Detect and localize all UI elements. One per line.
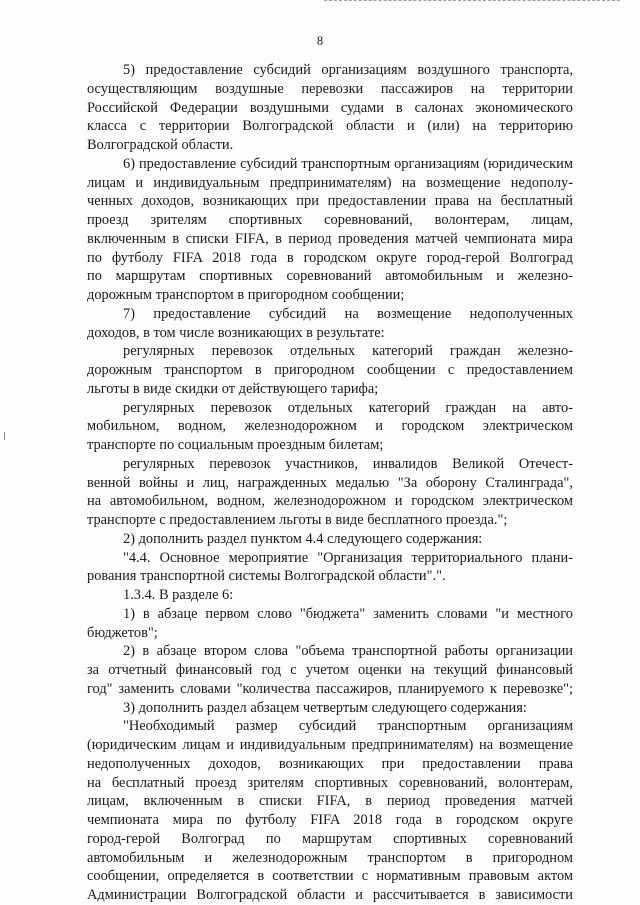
text-line: 2) в абзаце втором слова "объема транспортной работы организации (123, 643, 573, 660)
document-body (87, 61, 573, 905)
text-line: регулярных перевозок отдельных категорий граждан железно- (123, 343, 573, 360)
text-line: льготы в виде скидки от действующего тарифа; (87, 380, 379, 397)
text-line: 1) в абзаце первом слово "бюджета" заменить словами "и местного (123, 605, 573, 622)
page-number: 8 (316, 34, 324, 48)
text-line: лицам и индивидуальным предпринимателям) на возмещение недополу- (87, 174, 573, 191)
text-line: автомобильным и железнодорожным транспортом в пригородном (87, 849, 573, 866)
text-line: доходов, в том числе возникающих в результате: (87, 324, 385, 341)
text-line: мобильном, водном, железнодорожном и городском электрическом (87, 418, 573, 435)
text-line: сообщении, определяется в соответствии с нормативным правовым актом (87, 868, 573, 885)
text-line: 7) предоставление субсидий на возмещение недополученных (123, 305, 573, 322)
text-line: Российской Федерации воздушными судами в салонах экономического (87, 99, 573, 116)
text-line: регулярных перевозок отдельных категорий граждан на авто- (123, 399, 573, 416)
text-line: город-герой Волгоград по маршрутам спортивных соревнований (87, 830, 573, 847)
text-line: недополученных доходов, возникающих при предоставлении права (87, 755, 573, 772)
text-line: венной войны и лиц, награжденных медалью "За оборону Сталинграда", (87, 474, 573, 491)
text-line: Волгоградской области. (87, 137, 234, 153)
text-line: Администрации Волгоградской области и рассчитывается в зависимости (87, 887, 573, 903)
text-line: на автомобильном, водном, железнодорожном и городском электрическом (87, 493, 573, 510)
text-line: регулярных перевозок участников, инвалидов Великой Отечест- (123, 455, 573, 472)
text-line: лицам, включенным в списки FIFA, в период проведения матчей (87, 793, 573, 810)
text-line: включенным в списки FIFA, в период проведения матчей чемпионата мира (87, 230, 573, 247)
text-line: транспорте с предоставлением льготы в виде бесплатного проезда."; (87, 512, 508, 528)
margin-tick-mark (4, 432, 5, 440)
text-line: по футболу FIFA 2018 года в городском округе город-герой Волгоград (87, 249, 573, 266)
text-line: чемпионата мира по футболу FIFA 2018 года в городском округе (87, 812, 573, 828)
text-line: 3) дополнить раздел абзацем четвертым следующего содержания: (123, 699, 527, 716)
text-line: 6) предоставление субсидий транспортным организациям (юридическим (123, 155, 573, 172)
text-line: проезд зрителям спортивных соревнований, волонтерам, лицам, (87, 212, 573, 228)
text-line: по маршрутам спортивных соревнований автомобильным и железно- (87, 268, 573, 285)
text-line: дорожным транспортом в пригородном сообщении с предоставлением (87, 362, 573, 378)
scan-edge-mark (324, 0, 620, 1)
text-line: (юридическим лицам и индивидуальным предпринимателям) на возмещение (87, 737, 573, 753)
text-line: 2) дополнить раздел пунктом 4.4 следующего содержания: (123, 530, 483, 547)
text-line: за отчетный финансовый год с учетом оценки на текущий финансовый (87, 662, 573, 678)
text-line: дорожным транспортом в пригородном сообщении; (87, 287, 405, 303)
text-line: бюджетов"; (87, 624, 158, 641)
text-line: рования транспортной системы Волгоградской области".". (87, 568, 446, 585)
text-line: год" заменить словами "количества пассажиров, планируемого к перевозке"; (87, 680, 573, 697)
text-line: 5) предоставление субсидий организациям воздушного транспорта, (123, 62, 573, 78)
text-line: ченных доходов, возникающих при предоставлении права на бесплатный (87, 193, 573, 210)
text-line: "Необходимый размер субсидий транспортным организациям (123, 718, 573, 735)
text-line: на бесплатный проезд зрителям спортивных соревнований, волонтерам, (87, 774, 573, 791)
text-line: транспорте по социальным проездным билетам; (87, 437, 384, 453)
text-line: "4.4. Основное мероприятие "Организация территориального плани- (123, 549, 573, 566)
text-line: 1.3.4. В разделе 6: (123, 587, 234, 603)
text-line: класса с территории Волгоградской области и (или) на территорию (87, 118, 573, 135)
text-line: осуществляющим воздушные перевозки пассажиров на территории (87, 80, 573, 97)
